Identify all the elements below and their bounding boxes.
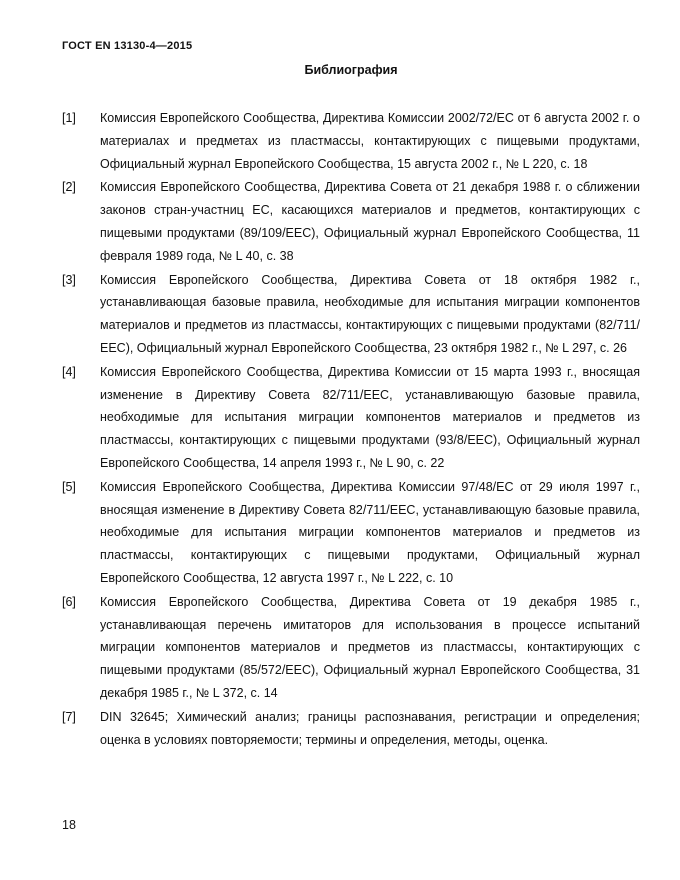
entry-number: [1] bbox=[62, 111, 76, 125]
entry-number: [2] bbox=[62, 180, 76, 195]
bibliography-entry bbox=[62, 107, 640, 175]
entry-number: [4] bbox=[62, 364, 76, 379]
page-number: 18 bbox=[62, 818, 76, 832]
bibliography-entry bbox=[62, 591, 640, 705]
entry-number: [3] bbox=[62, 272, 76, 287]
bibliography-entry bbox=[62, 361, 640, 475]
bibliography-entry bbox=[62, 269, 640, 360]
entry-text: Комиссия Европейского Сообщества, Директива Комиссии от 15 марта 1993 г., вносящая изменение в Директиву Совета 82/711/ЕЕС, устанавливающую базовые правила, необходимые для испытания миграции компонентов материалов и предметов из пластмассы, контактирующих с пищевыми продуктами (93/8/ЕЕС), Официальный журнал Европейского Сообщества, 14 апреля 1993 г., № L 90, с. 22 bbox=[100, 364, 640, 470]
entry-text: Комиссия Европейского Сообщества, Директива Комиссии 97/48/ЕС от 29 июля 1997 г., вносящая изменение в Директиву Совета 82/711/ЕЕС, устанавливающую базовые правила, необходимые для испытания миграции компонентов материалов и предметов из пластмассы, контактирующих с пищевыми продуктами, Официальный журнал Европейского Сообщества, 12 августа 1997 г., № L 222, с. 10 bbox=[100, 479, 640, 585]
entry-text: Комиссия Европейского Сообщества, Директива Совета от 19 декабря 1985 г., устанавливающая перечень имитаторов для использования в процессе испытаний миграции компонентов материалов и предметов из пластмассы, контактирующих с пищевыми продуктами (85/572/ЕЕС), Официальный журнал Европейского Сообщества, 31 декабря 1985 г., № L 372, с. 14 bbox=[100, 594, 640, 700]
entry-number: [6] bbox=[62, 594, 76, 609]
bibliography-entry bbox=[62, 706, 640, 752]
entry-number: [5] bbox=[62, 479, 76, 494]
entry-text: DIN 32645; Химический анализ; границы распознавания, регистрации и определения; оценка в условиях повторяемости; термины и определения, методы, оценка. bbox=[100, 709, 640, 747]
page-title: Библиография bbox=[304, 63, 398, 77]
entry-text: Комиссия Европейского Сообщества, Директива Комиссии 2002/72/ЕС от 6 августа 2002 г. о материалах и предметах из пластмассы, контактирующих с пищевыми продуктами, Официальный журнал Европейского Сообщества, 15 августа 2002 г., № L 220, с. 18 bbox=[100, 111, 640, 171]
entry-number: [7] bbox=[62, 709, 76, 724]
bibliography-entry bbox=[62, 176, 640, 267]
bibliography-entry bbox=[62, 476, 640, 590]
entry-text: Комиссия Европейского Сообщества, Директива Совета от 21 декабря 1988 г. о сближении законов стран-участниц ЕС, касающихся материалов и предметов, контактирующих с пищевыми продуктами (89/109/ЕЕС), Официальный журнал Европейского Сообщества, 11 февраля 1989 года, № L 40, с. 38 bbox=[100, 180, 640, 263]
entry-text: Комиссия Европейского Сообщества, Директива Совета от 18 октября 1982 г., устанавливающая базовые правила, необходимые для испытания миграции компонентов материалов и предметов из пластмассы, контактирующих с пищевыми продуктами (82/711/ЕЕС), Официальный журнал Европейского Сообщества, 23 октября 1982 г., № L 297, с. 26 bbox=[100, 272, 640, 355]
standard-code-header: ГОСТ EN 13130-4—2015 bbox=[62, 40, 193, 52]
bibliography-list bbox=[62, 107, 640, 752]
